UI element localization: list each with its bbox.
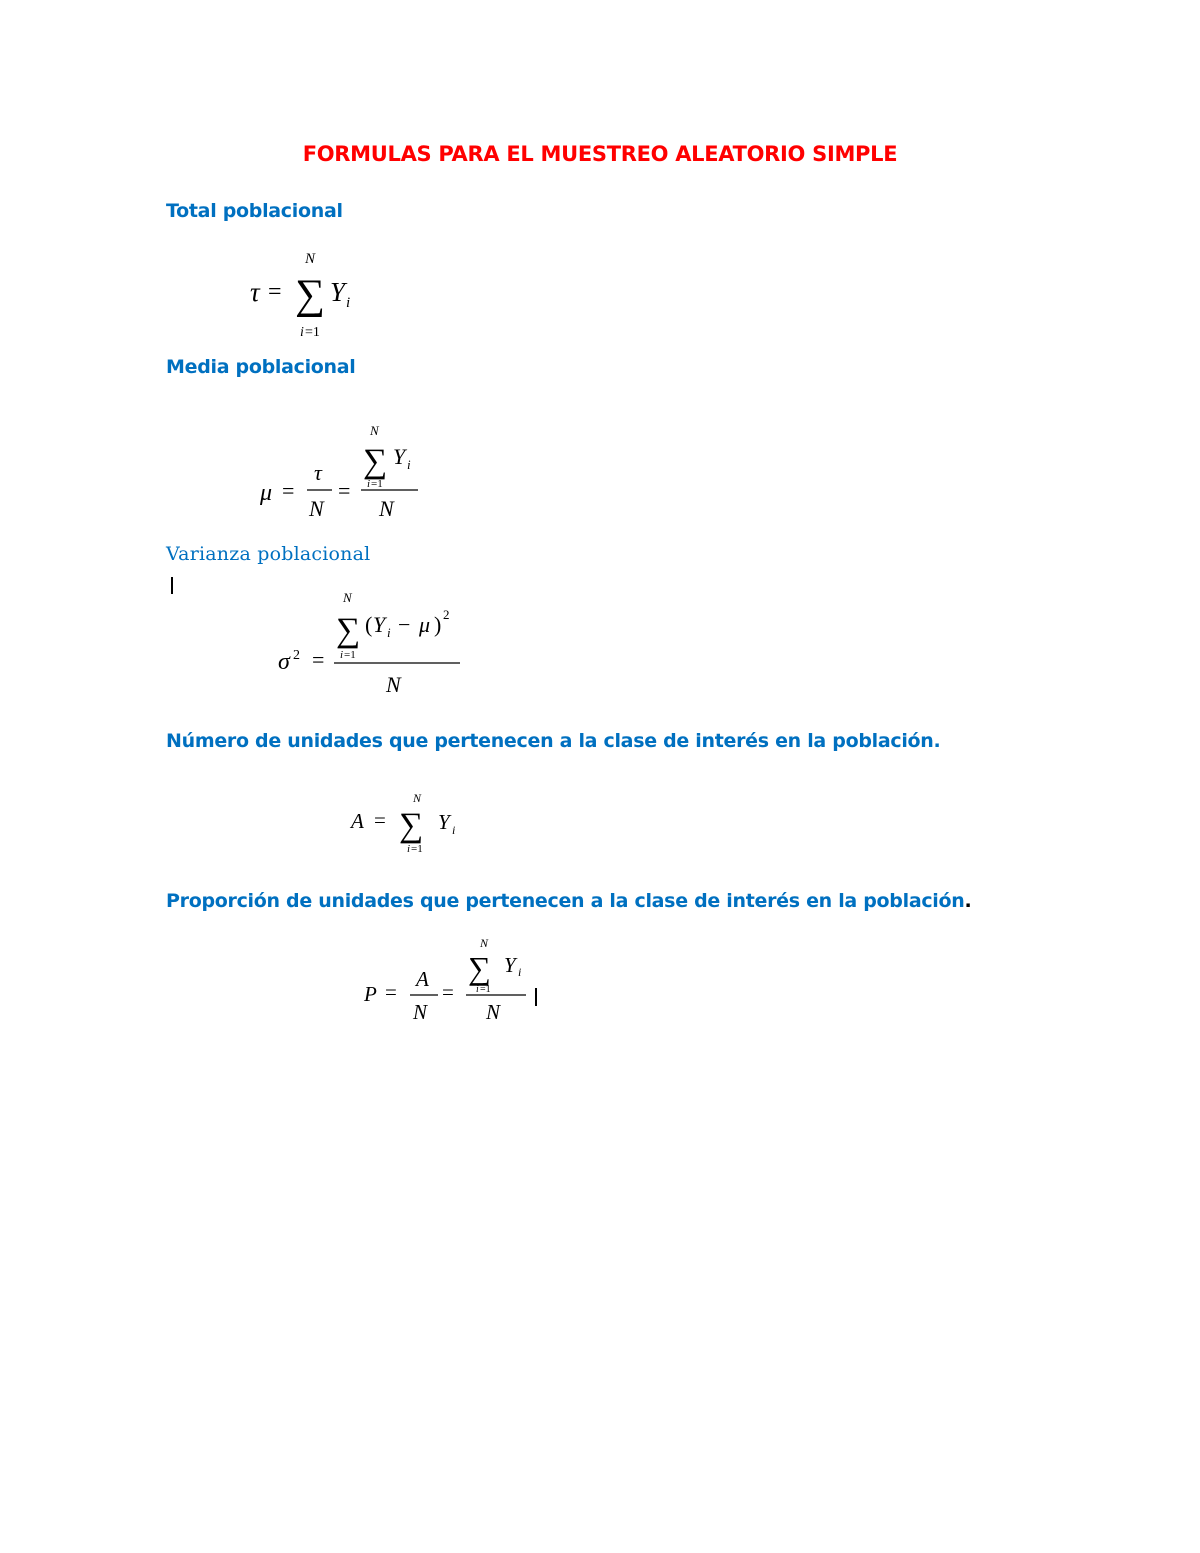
svg-text:Y: Y [330, 277, 346, 307]
svg-text:=1: =1 [305, 325, 320, 340]
svg-text:i: i [407, 457, 411, 472]
svg-text:=: = [268, 279, 282, 305]
svg-text:N: N [413, 791, 422, 805]
text-cursor-end [535, 988, 537, 1006]
svg-text:i: i [300, 325, 304, 340]
svg-text:−: − [398, 612, 411, 637]
svg-text:N: N [386, 672, 401, 697]
svg-text:i: i [518, 965, 522, 979]
heading-varianza-poblacional: Varianza poblacional [166, 543, 371, 565]
svg-text:i: i [340, 649, 344, 661]
formula-proporcion-unidades [360, 935, 550, 1030]
svg-text:=1: =1 [480, 984, 491, 995]
heading-proporcion-period: . [964, 890, 972, 912]
svg-text:=: = [338, 478, 351, 503]
svg-text:A: A [351, 809, 364, 833]
formula-numero-unidades [345, 790, 475, 860]
svg-text:i: i [346, 295, 351, 311]
svg-text:): ) [434, 612, 442, 637]
svg-text:N: N [379, 496, 394, 521]
formula-varianza-poblacional-graphic [270, 585, 470, 700]
svg-text:σ: σ [278, 649, 290, 675]
svg-text:i: i [387, 625, 391, 640]
svg-text:=1: =1 [344, 649, 356, 661]
svg-text:i: i [452, 823, 456, 837]
formula-total-poblacional [240, 245, 380, 345]
svg-text:A: A [416, 967, 429, 991]
heading-proporcion-text: Proporción de unidades que pertenecen a la clase de interés en la población [166, 890, 965, 912]
svg-text:μ: μ [419, 612, 431, 637]
formula-total-poblacional-graphic [240, 245, 380, 345]
svg-text:N: N [480, 936, 489, 950]
heading-numero-unidades: Número de unidades que pertenecen a la clase de interés en la población. [166, 730, 941, 752]
svg-text:P: P [364, 982, 377, 1006]
svg-text:=: = [282, 478, 295, 503]
svg-text:2: 2 [293, 648, 300, 663]
text-cursor [171, 577, 173, 594]
svg-text:(: ( [365, 612, 373, 637]
heading-media-poblacional: Media poblacional [166, 356, 356, 378]
svg-text:Y: Y [438, 810, 450, 834]
formula-numero-unidades-graphic [345, 790, 475, 860]
svg-text:=: = [374, 808, 386, 832]
svg-text:i: i [476, 984, 479, 995]
svg-text:N: N [370, 423, 379, 438]
svg-text:τ: τ [314, 460, 322, 485]
svg-text:τ: τ [250, 277, 260, 307]
svg-text:=1: =1 [371, 478, 383, 490]
svg-text:=: = [385, 980, 397, 1004]
svg-text:=: = [312, 647, 325, 672]
formula-varianza-poblacional [270, 585, 470, 700]
svg-text:Y: Y [393, 444, 406, 469]
formula-media-poblacional [250, 420, 440, 525]
svg-text:∑: ∑ [295, 272, 325, 318]
svg-text:∑: ∑ [363, 443, 388, 480]
heading-total-poblacional: Total poblacional [166, 200, 343, 222]
svg-text:Y: Y [373, 612, 386, 637]
svg-text:Y: Y [504, 953, 516, 977]
document-title: FORMULAS PARA EL MUESTREO ALEATORIO SIMPLE [302, 142, 898, 166]
svg-text:N: N [486, 1000, 501, 1024]
svg-text:i: i [367, 478, 371, 490]
svg-text:∑: ∑ [468, 950, 491, 986]
svg-text:∑: ∑ [399, 807, 424, 844]
svg-text:N: N [413, 1000, 428, 1024]
svg-text:μ: μ [260, 480, 273, 506]
svg-text:N: N [309, 496, 324, 521]
svg-text:i: i [407, 843, 411, 855]
svg-text:N: N [343, 590, 352, 605]
svg-text:N: N [305, 251, 316, 267]
svg-text:2: 2 [443, 607, 450, 622]
svg-text:=1: =1 [411, 843, 423, 855]
heading-proporcion-unidades [166, 890, 971, 912]
svg-text:∑: ∑ [336, 612, 361, 649]
formula-media-poblacional-graphic [250, 420, 440, 525]
formula-proporcion-unidades-graphic [360, 935, 550, 1030]
svg-text:=: = [442, 980, 454, 1004]
